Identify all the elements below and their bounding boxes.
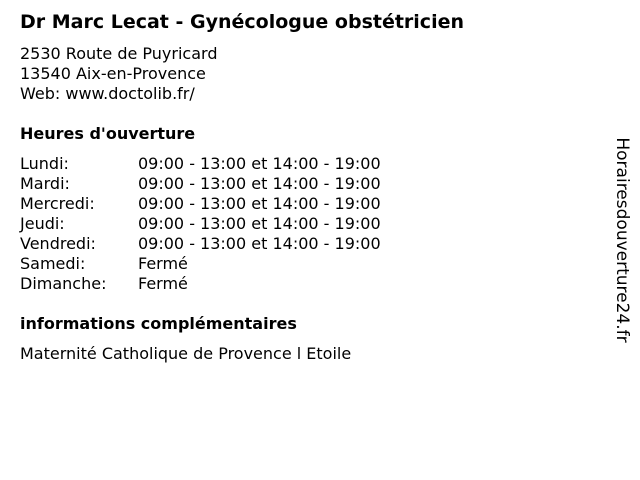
site-watermark: Horairesdouverture24.fr xyxy=(612,137,632,343)
page-title: Dr Marc Lecat - Gynécologue obstétricien xyxy=(20,11,464,33)
time-value: 09:00 - 13:00 et 14:00 - 19:00 xyxy=(138,194,381,213)
time-value: 09:00 - 13:00 et 14:00 - 19:00 xyxy=(138,154,381,173)
day-label: Mardi: xyxy=(20,174,70,193)
time-value: 09:00 - 13:00 et 14:00 - 19:00 xyxy=(138,174,381,193)
day-label: Jeudi: xyxy=(20,214,65,233)
day-label: Mercredi: xyxy=(20,194,95,213)
day-label: Samedi: xyxy=(20,254,86,273)
info-text: Maternité Catholique de Provence l Etoile xyxy=(20,344,352,363)
address-web: Web: www.doctolib.fr/ xyxy=(20,84,195,103)
address-street: 2530 Route de Puyricard xyxy=(20,44,218,63)
time-value: 09:00 - 13:00 et 14:00 - 19:00 xyxy=(138,214,381,233)
time-value: Fermé xyxy=(138,274,188,293)
address-block xyxy=(20,44,217,104)
day-label: Vendredi: xyxy=(20,234,96,253)
day-label: Lundi: xyxy=(20,154,69,173)
hours-heading: Heures d'ouverture xyxy=(20,124,196,143)
time-value: Fermé xyxy=(138,254,188,273)
info-heading: informations complémentaires xyxy=(20,314,297,333)
day-label: Dimanche: xyxy=(20,274,107,293)
address-city: 13540 Aix-en-Provence xyxy=(20,64,206,83)
time-value: 09:00 - 13:00 et 14:00 - 19:00 xyxy=(138,234,381,253)
